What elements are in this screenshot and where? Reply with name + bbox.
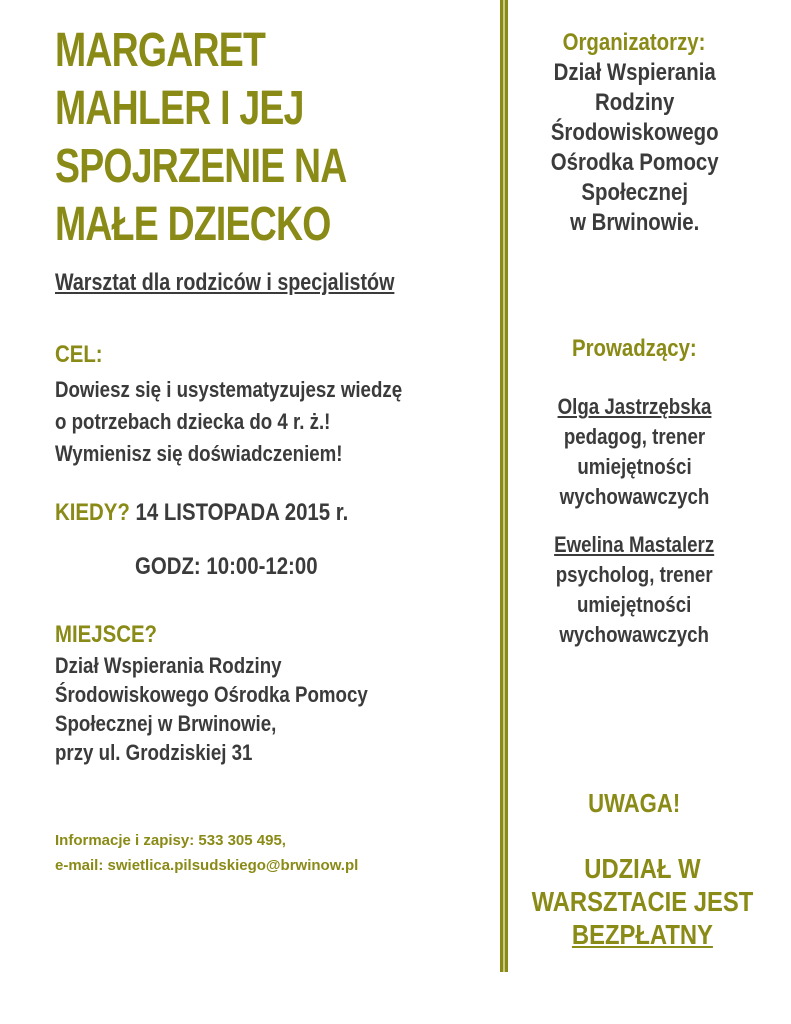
event-time: GODZ: 10:00-12:00	[135, 553, 318, 580]
when-row	[55, 498, 348, 528]
organizers-label	[512, 28, 757, 58]
where-label: MIEJSCE?	[55, 621, 158, 648]
notice-label-text: UWAGA!	[588, 788, 681, 818]
event-date: 14 LISTOPADA 2015 r.	[135, 499, 349, 526]
title-line: MARGARET	[55, 24, 266, 77]
leader-role: psycholog, trener	[556, 562, 713, 587]
title-line: MAŁE DZIECKO	[55, 198, 331, 251]
notice-label	[512, 788, 757, 818]
goal-line: Wymienisz się doświadczeniem!	[55, 441, 343, 466]
leader-name: Ewelina Mastalerz	[554, 532, 715, 557]
organizer-line: Środowiskowego	[550, 119, 719, 146]
poster-subtitle: Warsztat dla rodziców i specjalistów	[55, 269, 395, 296]
leader-role: umiejętności	[577, 592, 692, 617]
leader-card	[512, 530, 757, 650]
contact-phone: Informacje i zapisy: 533 305 495,	[55, 832, 286, 849]
leader-role: wychowawczych	[559, 484, 710, 509]
goal-line: o potrzebach dziecka do 4 r. ż.!	[55, 409, 331, 434]
goal-line: Dowiesz się i usystematyzujesz wiedzę	[55, 377, 403, 402]
leader-role: umiejętności	[577, 454, 692, 479]
address-line: Dział Wspierania Rodziny	[55, 653, 282, 678]
address-line: przy ul. Grodziskiej 31	[55, 740, 253, 765]
leader-role: pedagog, trener	[563, 424, 706, 449]
notice-line: WARSZTACIE JEST	[531, 886, 754, 917]
title-line: MAHLER I JEJ	[55, 82, 304, 135]
contact-info	[55, 828, 358, 878]
organizer-line: w Brwinowie.	[569, 209, 700, 236]
column-divider	[500, 0, 508, 972]
goal-description	[55, 374, 402, 470]
organizer-line: Ośrodka Pomocy	[550, 149, 719, 176]
organizer-line: Społecznej	[581, 179, 688, 206]
when-label: KIEDY?	[55, 499, 130, 526]
title-line: SPOJRZENIE NA	[55, 140, 347, 193]
contact-email: e-mail: swietlica.pilsudskiego@brwinow.pl	[55, 857, 359, 874]
poster-title	[55, 22, 347, 254]
organizers-label-text: Organizatorzy:	[563, 29, 706, 56]
notice-line: UDZIAŁ W	[584, 853, 701, 884]
leaders-label	[512, 334, 757, 364]
leader-name: Olga Jastrzębska	[557, 394, 712, 419]
free-participation-notice	[512, 852, 757, 951]
venue-address	[55, 651, 368, 767]
organizer-line: Dział Wspierania	[553, 59, 716, 86]
goal-label: CEL:	[55, 341, 103, 368]
organizers-names	[512, 58, 757, 238]
leader-role: wychowawczych	[559, 622, 710, 647]
notice-emphasis: BEZPŁATNY	[571, 919, 713, 950]
leader-card	[512, 392, 757, 512]
organizer-line: Rodziny	[594, 89, 675, 116]
leaders-label-text: Prowadzący:	[572, 335, 697, 362]
address-line: Społecznej w Brwinowie,	[55, 711, 277, 736]
address-line: Środowiskowego Ośrodka Pomocy	[55, 682, 368, 707]
